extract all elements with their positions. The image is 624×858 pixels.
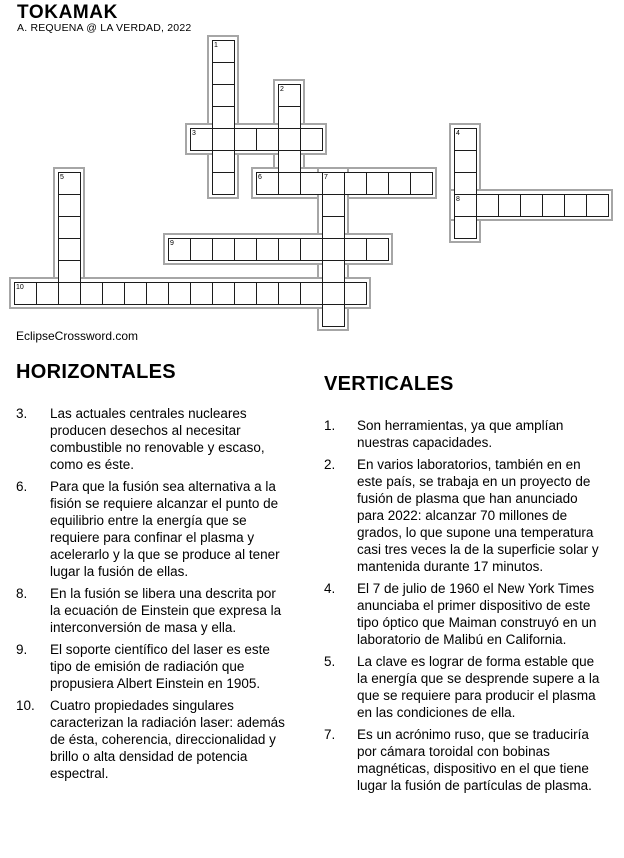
grid-cell — [300, 282, 323, 305]
clue-text: En la fusión se libera una descrita por la ecuación de Einstein que expresa la interconversión de masa y ella. — [50, 586, 282, 635]
clue-number: 9. — [16, 642, 28, 657]
clue-item — [324, 653, 604, 721]
grid-cell — [256, 282, 279, 305]
grid-cell — [212, 172, 235, 195]
grid-cell — [454, 216, 477, 239]
clue-text: Para que la fusión sea alternativa a la fisión se requiere alcanzar el punto de equilibrio entre la energía que se requiere para confinar el plasma y acelerarlo y la que se produce al tener lugar la fusión de ellas. — [50, 479, 280, 579]
clue-number: 1. — [324, 418, 336, 433]
grid-cell — [278, 282, 301, 305]
clue-number: 5. — [324, 654, 336, 669]
grid-cell — [322, 304, 345, 327]
grid-cell — [322, 216, 345, 239]
clue-number: 3. — [16, 406, 28, 421]
grid-cell — [124, 282, 147, 305]
eclipsecrossword-credit: EclipseCrossword.com — [16, 329, 139, 343]
grid-cell — [256, 238, 279, 261]
clue-item — [16, 641, 288, 692]
grid-cell — [366, 238, 389, 261]
grid-cell — [190, 282, 213, 305]
clue-item — [16, 585, 288, 636]
grid-number: 9 — [170, 240, 174, 247]
grid-number: 2 — [280, 86, 284, 93]
grid-cell — [36, 282, 59, 305]
clue-text: Cuatro propiedades singulares caracterizan la radiación laser: además de ésta, coherencia, direccionalidad y brillo o alta densidad de potencia espectral. — [50, 698, 285, 781]
grid-cell — [234, 128, 257, 151]
grid-cell — [212, 62, 235, 85]
clue-item — [16, 697, 288, 782]
grid-cell — [322, 282, 345, 305]
clue-number: 2. — [324, 457, 336, 472]
grid-cell — [58, 260, 81, 283]
grid-cell — [168, 282, 191, 305]
grid-cell — [212, 282, 235, 305]
page-title: TOKAMAK — [17, 2, 118, 23]
grid-cell — [58, 238, 81, 261]
clue-item — [16, 478, 288, 580]
clue-item — [324, 580, 604, 648]
clue-text: Son herramientas, ya que amplían nuestras capacidades. — [357, 418, 564, 450]
grid-cell — [564, 194, 587, 217]
down-clue-list — [324, 417, 604, 794]
grid-number: 5 — [60, 174, 64, 181]
author-byline: A. REQUENA @ LA VERDAD, 2022 — [17, 22, 192, 34]
grid-number: 3 — [192, 130, 196, 137]
clue-item — [324, 417, 604, 451]
grid-number: 6 — [258, 174, 262, 181]
grid-cell — [586, 194, 609, 217]
grid-cell — [58, 194, 81, 217]
grid-cell — [58, 282, 81, 305]
down-heading: VERTICALES — [324, 373, 454, 395]
clue-text: Las actuales centrales nucleares producen desechos al necesitar combustible no renovable y escaso, como es éste. — [50, 406, 265, 472]
clue-text: La clave es lograr de forma estable que la energía que se desprende supere a la que se requiere para producir el plasma en las condiciones de ella. — [357, 654, 600, 720]
grid-cell — [520, 194, 543, 217]
grid-number: 8 — [456, 196, 460, 203]
clue-text: En varios laboratorios, también en en este país, se trabaja en un proyecto de fusión de plasma que han anunciado para 2022: alcanzar 70 millones de grados, lo que supone una temperatura casi tres veces la de la superficie solar y mantenida durante 17 minutos. — [357, 457, 599, 574]
clue-number: 7. — [324, 727, 336, 742]
across-heading: HORIZONTALES — [16, 361, 176, 383]
grid-cell — [58, 216, 81, 239]
grid-cell — [278, 106, 301, 129]
grid-number: 1 — [214, 42, 218, 49]
grid-cell — [234, 282, 257, 305]
grid-cell — [454, 150, 477, 173]
grid-cell — [278, 238, 301, 261]
grid-cell — [322, 260, 345, 283]
grid-cell — [256, 128, 279, 151]
grid-cell — [454, 172, 477, 195]
clue-item — [16, 405, 288, 473]
grid-cell — [344, 238, 367, 261]
grid-cell — [388, 172, 411, 195]
grid-cell — [278, 128, 301, 151]
grid-number: 4 — [456, 130, 460, 137]
grid-cell — [300, 128, 323, 151]
clue-number: 8. — [16, 586, 28, 601]
grid-cell — [190, 238, 213, 261]
grid-cell — [300, 172, 323, 195]
grid-cell — [146, 282, 169, 305]
grid-cell — [212, 150, 235, 173]
clue-text: Es un acrónimo ruso, que se traduciría por cámara toroidal con bobinas magnéticas, dispositivo en el que tiene lugar la fusión de partículas de plasma. — [357, 727, 592, 793]
grid-cell — [366, 172, 389, 195]
across-clue-list — [16, 405, 288, 782]
grid-cell — [300, 238, 323, 261]
grid-cell — [234, 238, 257, 261]
grid-cell — [498, 194, 521, 217]
grid-cell — [212, 84, 235, 107]
grid-cell — [80, 282, 103, 305]
grid-cell — [212, 238, 235, 261]
clue-text: El soporte científico del laser es este tipo de emisión de radiación que propusiera Albert Einstein en 1905. — [50, 642, 270, 691]
grid-cell — [476, 194, 499, 217]
across-clues-section — [16, 361, 288, 787]
clue-number: 6. — [16, 479, 28, 494]
clue-number: 10. — [16, 698, 35, 713]
grid-cell — [410, 172, 433, 195]
grid-cell — [212, 128, 235, 151]
grid-number: 10 — [16, 284, 24, 291]
grid-cell — [344, 282, 367, 305]
grid-cell — [278, 172, 301, 195]
grid-cell — [322, 238, 345, 261]
grid-cell — [542, 194, 565, 217]
clue-item — [324, 726, 604, 794]
down-clues-section — [324, 373, 604, 799]
grid-cell — [278, 150, 301, 173]
grid-cell — [102, 282, 125, 305]
grid-number: 7 — [324, 174, 328, 181]
grid-cell — [322, 194, 345, 217]
clue-text: El 7 de julio de 1960 el New York Times anunciaba el primer dispositivo de este tipo óptico que Maiman construyó en un laboratorio de Malibú en California. — [357, 581, 597, 647]
grid-cell — [344, 172, 367, 195]
grid-cell — [212, 106, 235, 129]
clue-item — [324, 456, 604, 575]
crossword-grid — [0, 0, 624, 345]
clue-number: 4. — [324, 581, 336, 596]
